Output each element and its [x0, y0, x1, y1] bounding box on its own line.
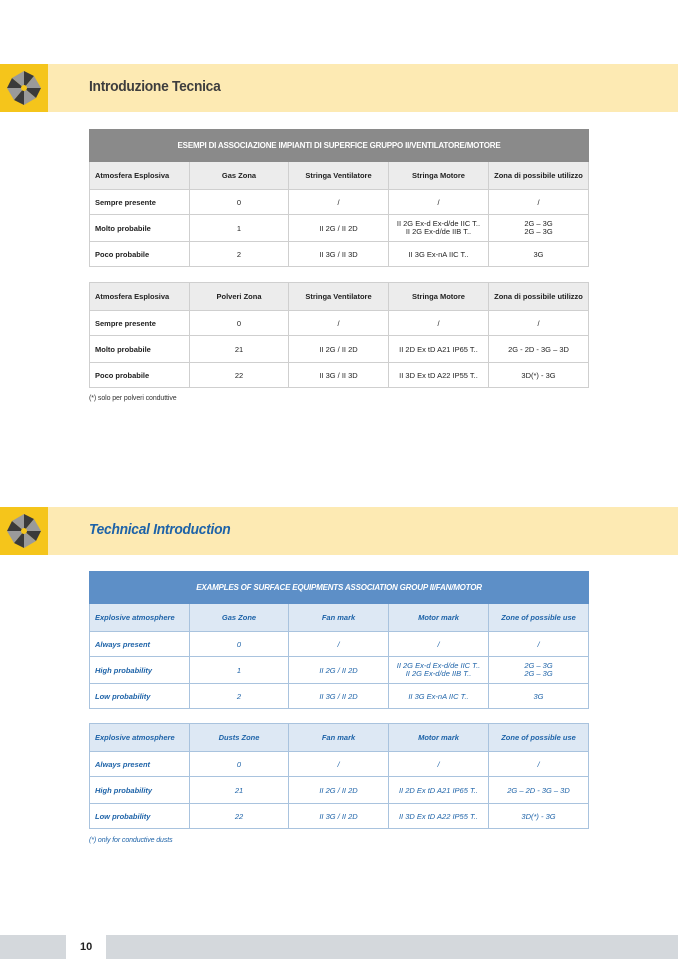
fan-mark-cell: / [289, 632, 389, 657]
zone-cell: 22 [190, 804, 289, 829]
atmosphere-cell: High probability [90, 657, 190, 684]
motor-mark-cell: II 3G Ex-nA IIC T.. [389, 242, 489, 267]
table-row [90, 215, 589, 242]
column-header: Stringa Motore [389, 162, 489, 190]
fan-mark-cell: II 3G / II 3D [289, 363, 389, 388]
fan-blades-icon [4, 511, 44, 551]
motor-mark-cell: II 3D Ex tD A22 IP55 T.. [389, 804, 489, 829]
use-zone-cell: / [489, 752, 589, 777]
table-row [90, 336, 589, 363]
atmosphere-cell: Sempre presente [90, 311, 190, 336]
zone-cell: 21 [190, 777, 289, 804]
column-header: Dusts Zone [190, 724, 289, 752]
atmosphere-cell: Always present [90, 752, 190, 777]
company-logo [0, 64, 48, 112]
column-header: Zona di possibile utilizzo [489, 162, 589, 190]
table-row [90, 684, 589, 709]
table-caption: ESEMPI DI ASSOCIAZIONE IMPIANTI DI SUPERFICE GRUPPO II/VENTILATORE/MOTORE [90, 130, 589, 162]
table-row [90, 363, 589, 388]
motor-mark-cell: II 3D Ex tD A22 IP55 T.. [389, 363, 489, 388]
column-header: Stringa Ventilatore [289, 162, 389, 190]
section-title: Technical Introduction [89, 521, 231, 538]
column-header: Zone of possible use [489, 604, 589, 632]
fan-mark-cell: II 3G / II 2D [289, 804, 389, 829]
motor-mark-cell: / [389, 311, 489, 336]
column-header: Zona di possibile utilizzo [489, 283, 589, 311]
use-zone-cell: / [489, 190, 589, 215]
table-row [90, 752, 589, 777]
zone-cell: 0 [190, 190, 289, 215]
fan-mark-cell: / [289, 752, 389, 777]
fan-mark-cell: II 3G / II 3D [289, 242, 389, 267]
section-title: Introduzione Tecnica [89, 78, 221, 95]
fan-mark-cell: II 2G / II 2D [289, 657, 389, 684]
column-header: Stringa Ventilatore [289, 283, 389, 311]
section-header-italian [0, 64, 678, 112]
motor-mark-cell: / [389, 752, 489, 777]
table-caption: EXAMPLES OF SURFACE EQUIPMENTS ASSOCIATION GROUP II/FAN/MOTOR [90, 572, 589, 604]
gas-association-table-it [89, 129, 589, 267]
page-footer [0, 935, 678, 959]
use-zone-cell: 2G - 2D - 3G – 3D [489, 336, 589, 363]
atmosphere-cell: Low probability [90, 684, 190, 709]
fan-mark-cell: II 2G / II 2D [289, 336, 389, 363]
column-header: Fan mark [289, 724, 389, 752]
use-zone-cell: 3G [489, 684, 589, 709]
motor-mark-cell: II 3G Ex-nA IIC T.. [389, 684, 489, 709]
table-row [90, 804, 589, 829]
atmosphere-cell: Sempre presente [90, 190, 190, 215]
use-zone-cell: 2G – 3G 2G – 3G [489, 657, 589, 684]
use-zone-cell: / [489, 632, 589, 657]
zone-cell: 2 [190, 242, 289, 267]
column-header: Fan mark [289, 604, 389, 632]
table-row [90, 311, 589, 336]
section-header-english [0, 507, 678, 555]
fan-mark-cell: II 3G / II 2D [289, 684, 389, 709]
fan-mark-cell: II 2G / II 2D [289, 215, 389, 242]
atmosphere-cell: Poco probabile [90, 363, 190, 388]
zone-cell: 0 [190, 311, 289, 336]
motor-mark-cell: II 2D Ex tD A21 IP65 T.. [389, 336, 489, 363]
zone-cell: 21 [190, 336, 289, 363]
use-zone-cell: 2G – 3G 2G – 3G [489, 215, 589, 242]
table-row [90, 777, 589, 804]
atmosphere-cell: Molto probabile [90, 336, 190, 363]
dust-association-table-en [89, 723, 589, 829]
motor-mark-cell: / [389, 632, 489, 657]
motor-mark-cell: II 2D Ex tD A21 IP65 T.. [389, 777, 489, 804]
column-header: Motor mark [389, 724, 489, 752]
footnote: (*) solo per polveri conduttive [89, 395, 177, 402]
footnote: (*) only for conductive dusts [89, 837, 173, 844]
atmosphere-cell: Always present [90, 632, 190, 657]
column-header: Stringa Motore [389, 283, 489, 311]
fan-mark-cell: / [289, 190, 389, 215]
atmosphere-cell: Poco probabile [90, 242, 190, 267]
zone-cell: 2 [190, 684, 289, 709]
motor-mark-cell: / [389, 190, 489, 215]
column-header: Atmosfera Esplosiva [90, 162, 190, 190]
use-zone-cell: 3D(*) - 3G [489, 363, 589, 388]
atmosphere-cell: Molto probabile [90, 215, 190, 242]
column-header: Zone of possible use [489, 724, 589, 752]
column-header: Motor mark [389, 604, 489, 632]
use-zone-cell: 3D(*) - 3G [489, 804, 589, 829]
atmosphere-cell: Low probability [90, 804, 190, 829]
column-header: Polveri Zona [190, 283, 289, 311]
fan-blades-icon [4, 68, 44, 108]
column-header: Atmosfera Esplosiva [90, 283, 190, 311]
table-row [90, 190, 589, 215]
use-zone-cell: 3G [489, 242, 589, 267]
table-row [90, 632, 589, 657]
table-row [90, 657, 589, 684]
zone-cell: 0 [190, 752, 289, 777]
fan-mark-cell: II 2G / II 2D [289, 777, 389, 804]
column-header: Explosive atmosphere [90, 604, 190, 632]
gas-association-table-en [89, 571, 589, 709]
column-header: Explosive atmosphere [90, 724, 190, 752]
zone-cell: 1 [190, 657, 289, 684]
zone-cell: 22 [190, 363, 289, 388]
zone-cell: 1 [190, 215, 289, 242]
use-zone-cell: 2G – 2D - 3G – 3D [489, 777, 589, 804]
motor-mark-cell: II 2G Ex-d Ex-d/de IIC T.. II 2G Ex-d/de IIB T.. [389, 657, 489, 684]
table-row [90, 242, 589, 267]
column-header: Gas Zone [190, 604, 289, 632]
company-logo [0, 507, 48, 555]
dust-association-table-it [89, 282, 589, 388]
motor-mark-cell: II 2G Ex-d Ex-d/de IIC T.. II 2G Ex-d/de IIB T.. [389, 215, 489, 242]
page-number: 10 [66, 935, 106, 959]
atmosphere-cell: High probability [90, 777, 190, 804]
column-header: Gas Zona [190, 162, 289, 190]
use-zone-cell: / [489, 311, 589, 336]
zone-cell: 0 [190, 632, 289, 657]
fan-mark-cell: / [289, 311, 389, 336]
